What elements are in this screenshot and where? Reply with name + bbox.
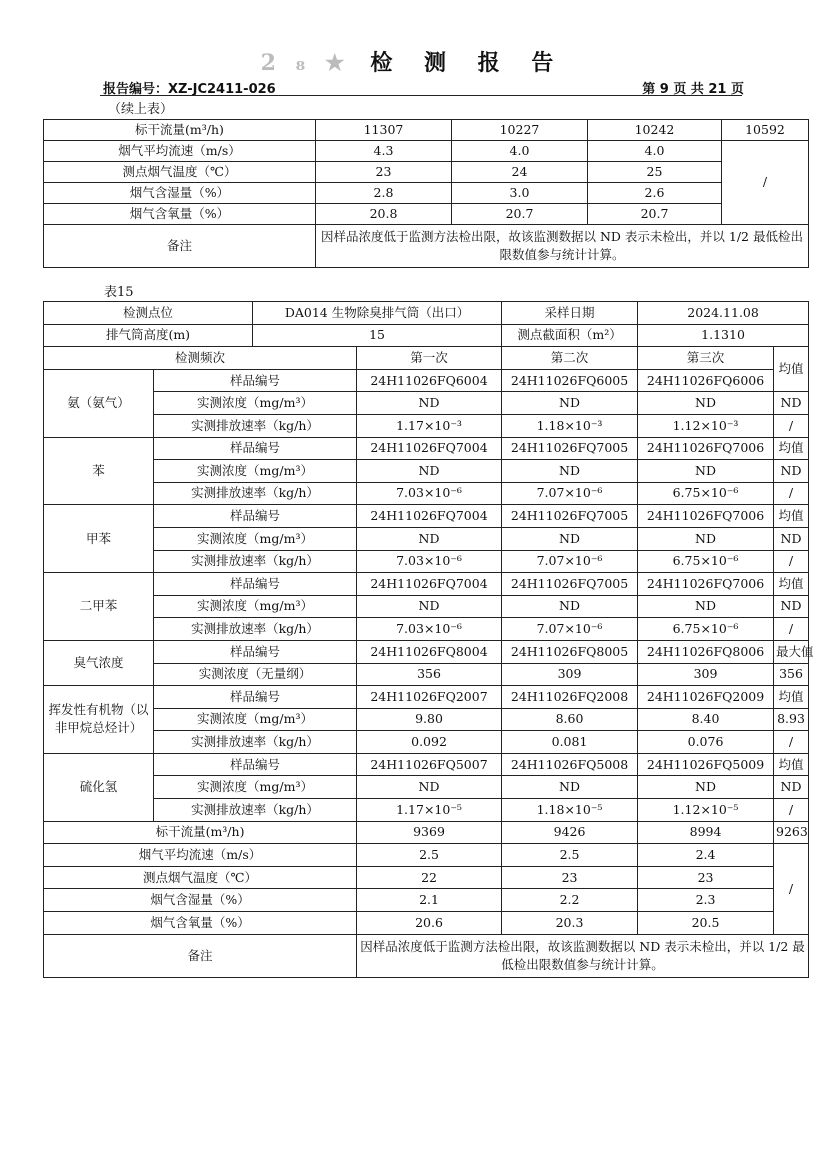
header-divider	[100, 95, 742, 96]
value-cell: ND	[357, 392, 502, 415]
value-cell: 24H11026FQ7004	[357, 505, 502, 528]
param-label: 实测浓度（mg/m³）	[154, 776, 357, 799]
remark-label: 备注	[44, 225, 316, 268]
average-cell: ND	[774, 595, 809, 618]
param-label: 测点烟气温度（℃）	[44, 866, 357, 889]
param-label: 实测浓度（mg/m³）	[154, 527, 357, 550]
value-cell: 309	[502, 663, 638, 686]
average-cell: /	[774, 550, 809, 573]
average-cell: 356	[774, 663, 809, 686]
param-label: 实测排放速率（kg/h）	[154, 618, 357, 641]
remark-text: 因样品浓度低于监测方法检出限，故该监测数据以 ND 表示未检出，并以 1/2 最低检出限数值参与统计计算。	[316, 225, 809, 268]
value-cell: ND	[638, 595, 774, 618]
average-cell: ND	[774, 776, 809, 799]
flow-label: 标干流量(m³/h)	[44, 821, 357, 844]
faded-stamp-text: 2 ₈ ★	[260, 50, 351, 76]
value-cell: 1.17×10⁻⁵	[357, 799, 502, 822]
point-value: DA014 生物除臭排气筒（出口）	[253, 302, 502, 325]
value-cell: 11307	[316, 120, 452, 141]
value-cell: 6.75×10⁻⁶	[638, 618, 774, 641]
table-row	[44, 527, 809, 550]
value-cell: ND	[502, 595, 638, 618]
pollutant-name: 二甲苯	[44, 573, 154, 641]
table-row	[44, 618, 809, 641]
emission-table	[43, 301, 814, 978]
average-cell: 10592	[722, 120, 809, 141]
value-cell: 356	[357, 663, 502, 686]
value-cell: 2.5	[357, 844, 502, 867]
param-label: 样品编号	[154, 753, 357, 776]
table-row	[44, 460, 809, 483]
table-row	[44, 573, 809, 596]
value-cell: 6.75×10⁻⁶	[638, 550, 774, 573]
remark-row	[44, 934, 809, 977]
remark-label: 备注	[44, 934, 357, 977]
value-cell: 10227	[452, 120, 588, 141]
value-cell: 1.18×10⁻⁵	[502, 799, 638, 822]
value-cell: 24H11026FQ7006	[638, 437, 774, 460]
value-cell: 24H11026FQ5008	[502, 753, 638, 776]
param-label: 实测浓度（无量纲）	[154, 663, 357, 686]
value-cell: 4.0	[588, 141, 722, 162]
average-slash: /	[774, 844, 809, 934]
remark-text: 因样品浓度低于监测方法检出限，故该监测数据以 ND 表示未检出，并以 1/2 最低检出限数值参与统计计算。	[357, 934, 809, 977]
value-cell: 20.5	[638, 912, 774, 935]
value-cell: 23	[638, 866, 774, 889]
report-title	[0, 46, 826, 77]
table-row	[44, 141, 809, 162]
value-cell: 7.03×10⁻⁶	[357, 550, 502, 573]
value-cell: 8.40	[638, 708, 774, 731]
table-row	[44, 347, 809, 370]
date-label: 采样日期	[502, 302, 638, 325]
freq-label: 检测频次	[44, 347, 357, 370]
value-cell: 24H11026FQ2009	[638, 686, 774, 709]
average-cell: ND	[774, 392, 809, 415]
value-cell: 25	[588, 162, 722, 183]
average-cell: /	[774, 618, 809, 641]
value-cell: 1.18×10⁻³	[502, 414, 638, 437]
row-label: 测点烟气温度（℃）	[44, 162, 316, 183]
value-cell: 22	[357, 866, 502, 889]
average-cell: 8.93	[774, 708, 809, 731]
value-cell: ND	[638, 776, 774, 799]
continued-note: （续上表）	[108, 102, 174, 117]
value-cell: 20.3	[502, 912, 638, 935]
value-cell: 4.0	[452, 141, 588, 162]
value-cell: ND	[638, 527, 774, 550]
value-cell: ND	[357, 527, 502, 550]
col-third: 第三次	[638, 347, 774, 370]
param-label: 实测浓度（mg/m³）	[154, 595, 357, 618]
table-row	[44, 302, 809, 325]
table-row	[44, 640, 809, 663]
row-label: 烟气含氧量（%）	[44, 204, 316, 225]
table-label: 表15	[104, 285, 134, 300]
param-label: 实测浓度（mg/m³）	[154, 392, 357, 415]
col-average: 均值	[774, 347, 809, 392]
param-label: 样品编号	[154, 437, 357, 460]
value-cell: 24H11026FQ2007	[357, 686, 502, 709]
value-cell: 24	[452, 162, 588, 183]
value-cell: ND	[502, 527, 638, 550]
value-cell: 20.7	[588, 204, 722, 225]
continued-table	[43, 119, 809, 268]
height-value: 15	[253, 324, 502, 347]
param-label: 烟气平均流速（m/s）	[44, 844, 357, 867]
value-cell: ND	[638, 392, 774, 415]
value-cell: 0.081	[502, 731, 638, 754]
param-label: 烟气含湿量（%）	[44, 889, 357, 912]
average-cell: /	[774, 799, 809, 822]
value-cell: 23	[316, 162, 452, 183]
average-cell: ND	[774, 460, 809, 483]
param-label: 样品编号	[154, 505, 357, 528]
value-cell: 2.6	[588, 183, 722, 204]
value-cell: 24H11026FQ6004	[357, 369, 502, 392]
value-cell: 0.092	[357, 731, 502, 754]
table-row	[44, 437, 809, 460]
value-cell: 24H11026FQ7004	[357, 573, 502, 596]
value-cell: ND	[502, 392, 638, 415]
table-row	[44, 324, 809, 347]
value-cell: 24H11026FQ6005	[502, 369, 638, 392]
value-cell: 2.1	[357, 889, 502, 912]
value-cell: ND	[357, 460, 502, 483]
value-cell: 7.07×10⁻⁶	[502, 618, 638, 641]
table-row	[44, 162, 809, 183]
value-cell: 24H11026FQ7005	[502, 437, 638, 460]
table-row	[44, 799, 809, 822]
value-cell: ND	[502, 776, 638, 799]
table-row	[44, 663, 809, 686]
value-cell: 7.03×10⁻⁶	[357, 482, 502, 505]
table-row	[44, 731, 809, 754]
pollutant-name: 苯	[44, 437, 154, 505]
average-cell: 均值	[774, 753, 809, 776]
table-row	[44, 821, 809, 844]
average-cell: 均值	[774, 686, 809, 709]
param-label: 实测排放速率（kg/h）	[154, 731, 357, 754]
value-cell: 7.07×10⁻⁶	[502, 482, 638, 505]
value-cell: 24H11026FQ6006	[638, 369, 774, 392]
table-row	[44, 183, 809, 204]
average-cell: /	[774, 482, 809, 505]
average-slash: /	[722, 141, 809, 225]
value-cell: 2.4	[638, 844, 774, 867]
param-label: 烟气含氧量（%）	[44, 912, 357, 935]
average-cell: /	[774, 414, 809, 437]
value-cell: 6.75×10⁻⁶	[638, 482, 774, 505]
value-cell: 10242	[588, 120, 722, 141]
pollutant-name: 硫化氢	[44, 753, 154, 821]
table-row	[44, 550, 809, 573]
pollutant-name: 氨（氨气）	[44, 369, 154, 437]
value-cell: 7.07×10⁻⁶	[502, 550, 638, 573]
average-cell: 均值	[774, 505, 809, 528]
value-cell: ND	[638, 460, 774, 483]
date-value: 2024.11.08	[638, 302, 809, 325]
value-cell: 24H11026FQ7004	[357, 437, 502, 460]
table-row	[44, 482, 809, 505]
table-row	[44, 369, 809, 392]
table-row	[44, 686, 809, 709]
value-cell: 24H11026FQ7005	[502, 573, 638, 596]
value-cell: 309	[638, 663, 774, 686]
value-cell: 24H11026FQ7005	[502, 505, 638, 528]
value-cell: 0.076	[638, 731, 774, 754]
table-row	[44, 753, 809, 776]
average-cell: 均值	[774, 573, 809, 596]
table-row	[44, 866, 809, 889]
pollutant-name: 甲苯	[44, 505, 154, 573]
row-label: 烟气平均流速（m/s）	[44, 141, 316, 162]
col-second: 第二次	[502, 347, 638, 370]
table-row	[44, 912, 809, 935]
average-cell: /	[774, 731, 809, 754]
value-cell: ND	[502, 460, 638, 483]
value-cell: 9.80	[357, 708, 502, 731]
pollutant-name: 臭气浓度	[44, 640, 154, 685]
row-label: 烟气含湿量（%）	[44, 183, 316, 204]
param-label: 样品编号	[154, 686, 357, 709]
table-row	[44, 595, 809, 618]
value-cell: 2.5	[502, 844, 638, 867]
table-row	[44, 505, 809, 528]
value-cell: 20.7	[452, 204, 588, 225]
table-row	[44, 889, 809, 912]
average-cell: ND	[774, 527, 809, 550]
row-label: 标干流量(m³/h)	[44, 120, 316, 141]
area-value: 1.1310	[638, 324, 809, 347]
value-cell: 24H11026FQ2008	[502, 686, 638, 709]
average-cell: 9263	[774, 821, 809, 844]
value-cell: 23	[502, 866, 638, 889]
value-cell: 24H11026FQ8006	[638, 640, 774, 663]
average-cell: 最大值	[774, 640, 809, 663]
param-label: 样品编号	[154, 573, 357, 596]
param-label: 实测排放速率（kg/h）	[154, 414, 357, 437]
table-row	[44, 708, 809, 731]
value-cell: 8.60	[502, 708, 638, 731]
height-label: 排气筒高度(m)	[44, 324, 253, 347]
value-cell: 2.8	[316, 183, 452, 204]
param-label: 样品编号	[154, 369, 357, 392]
param-label: 实测排放速率（kg/h）	[154, 550, 357, 573]
value-cell: 20.6	[357, 912, 502, 935]
point-label: 检测点位	[44, 302, 253, 325]
value-cell: 20.8	[316, 204, 452, 225]
table-row	[44, 392, 809, 415]
report-number: 报告编号：XZ-JC2411-026	[103, 82, 276, 97]
value-cell: 24H11026FQ7006	[638, 505, 774, 528]
area-label: 测点截面积（m²）	[502, 324, 638, 347]
page-indicator: 第 9 页 共 21 页	[642, 82, 744, 97]
value-cell: 2.2	[502, 889, 638, 912]
value-cell: 8994	[638, 821, 774, 844]
value-cell: 1.17×10⁻³	[357, 414, 502, 437]
value-cell: 2.3	[638, 889, 774, 912]
value-cell: 9369	[357, 821, 502, 844]
table-row	[44, 414, 809, 437]
value-cell: 24H11026FQ8004	[357, 640, 502, 663]
value-cell: ND	[357, 776, 502, 799]
table-row	[44, 120, 809, 141]
value-cell: ND	[357, 595, 502, 618]
value-cell: 24H11026FQ5009	[638, 753, 774, 776]
value-cell: 7.03×10⁻⁶	[357, 618, 502, 641]
value-cell: 24H11026FQ8005	[502, 640, 638, 663]
table-row	[44, 204, 809, 225]
average-cell: 均值	[774, 437, 809, 460]
value-cell: 9426	[502, 821, 638, 844]
remark-row	[44, 225, 809, 268]
report-title-text: 检 测 报 告	[370, 50, 566, 76]
param-label: 实测排放速率（kg/h）	[154, 799, 357, 822]
param-label: 实测排放速率（kg/h）	[154, 482, 357, 505]
col-first: 第一次	[357, 347, 502, 370]
value-cell: 1.12×10⁻³	[638, 414, 774, 437]
pollutant-name: 挥发性有机物（以非甲烷总烃计）	[44, 686, 154, 754]
table-row	[44, 844, 809, 867]
value-cell: 1.12×10⁻⁵	[638, 799, 774, 822]
param-label: 实测浓度（mg/m³）	[154, 460, 357, 483]
param-label: 样品编号	[154, 640, 357, 663]
value-cell: 24H11026FQ7006	[638, 573, 774, 596]
value-cell: 24H11026FQ5007	[357, 753, 502, 776]
table-row	[44, 776, 809, 799]
value-cell: 4.3	[316, 141, 452, 162]
value-cell: 3.0	[452, 183, 588, 204]
param-label: 实测浓度（mg/m³）	[154, 708, 357, 731]
